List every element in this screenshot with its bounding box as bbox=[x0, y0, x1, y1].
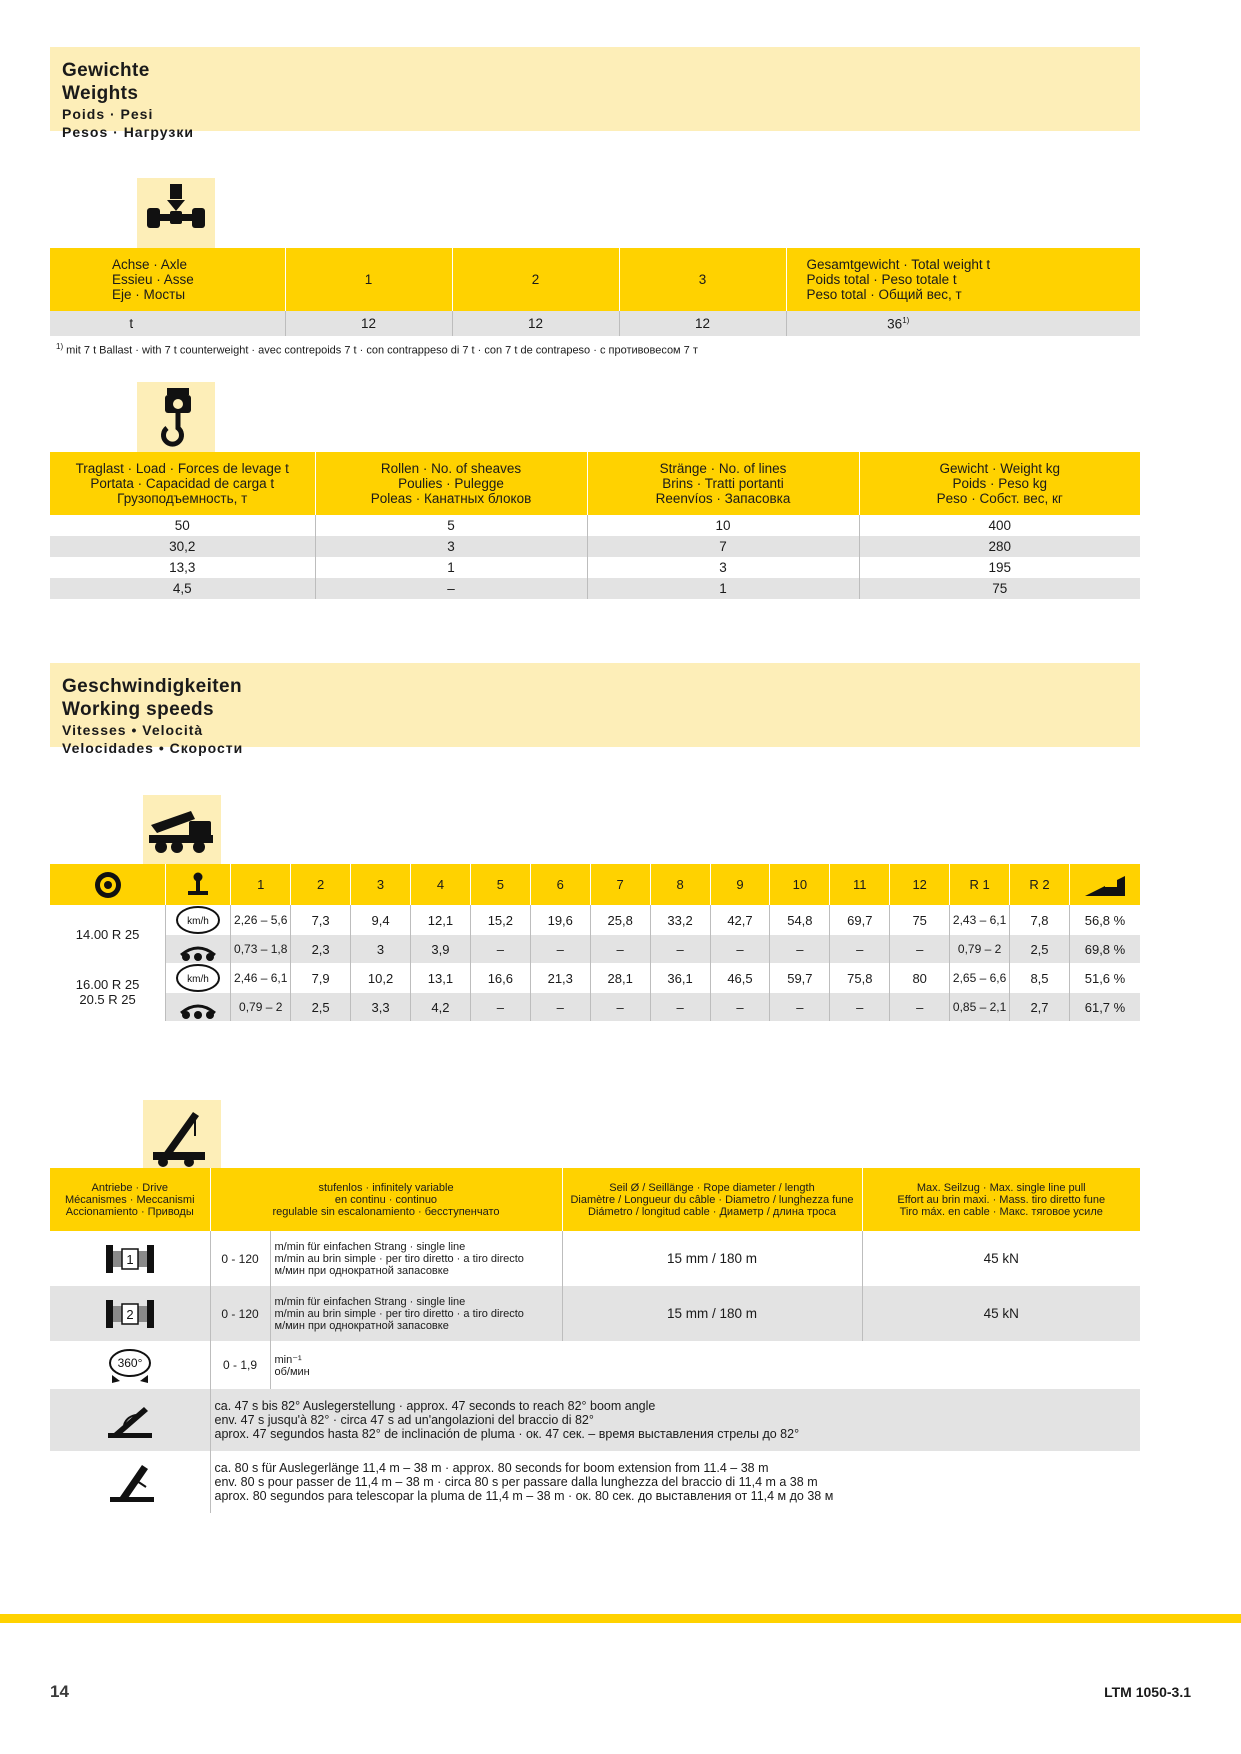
table-row bbox=[50, 578, 1140, 599]
axle-icon bbox=[137, 178, 215, 248]
winch-2-icon-cell bbox=[50, 1286, 210, 1341]
speed-val-7: 28,1 bbox=[590, 963, 650, 993]
speed-val-5: – bbox=[470, 993, 530, 1021]
speed-col-r2: R 2 bbox=[1010, 864, 1070, 905]
axle-value-3: 12 bbox=[619, 311, 786, 336]
speed-col-1: 1 bbox=[231, 864, 291, 905]
speed-col-11: 11 bbox=[830, 864, 890, 905]
page-number: 14 bbox=[50, 1682, 69, 1701]
gradient-value: 56,8 % bbox=[1084, 912, 1126, 928]
speed-val-3: 9,4 bbox=[351, 905, 411, 935]
drive-header-drive bbox=[50, 1168, 210, 1231]
axle-header-es: Eje · Мосты bbox=[112, 287, 186, 302]
telescoping-line-es: aprox. 80 segundos para telescopar la pluma de 11,4 m – 38 m · ок. 80 сек. до выставления от 11,4 м до 38 м bbox=[214, 1489, 834, 1503]
speed-col-3: 3 bbox=[351, 864, 411, 905]
slewing-unit-2: об/мин bbox=[274, 1365, 310, 1378]
drive-icon-box bbox=[143, 1100, 221, 1170]
speed-col-9: 9 bbox=[710, 864, 770, 905]
table-row bbox=[50, 536, 1140, 557]
speed-val-12: – bbox=[890, 993, 950, 1021]
hook-header-load-de: Traglast · Load · Forces de levage t bbox=[75, 461, 289, 476]
winch-2-speed: 0 - 120 bbox=[210, 1286, 270, 1341]
slewing-desc bbox=[270, 1341, 1140, 1389]
hook-header-sheaves-it: Poulies · Pulegge bbox=[398, 476, 504, 491]
speed-val-11: 75,8 bbox=[830, 963, 890, 993]
svg-text:km/h: km/h bbox=[187, 974, 210, 985]
speed-val-1: 0,73 – 1,8 bbox=[231, 935, 291, 963]
hook-header-lines-ru: Reenvíos · Запасовка bbox=[655, 491, 791, 506]
total-header-de: Gesamtgewicht · Total weight t bbox=[806, 257, 991, 272]
speed-col-6: 6 bbox=[530, 864, 590, 905]
speed-val-10: – bbox=[770, 935, 830, 963]
speed-val-10: 54,8 bbox=[770, 905, 830, 935]
speed-val-6: 21,3 bbox=[530, 963, 590, 993]
winch-1-speed: 0 - 120 bbox=[210, 1231, 270, 1286]
speed-col-5: 5 bbox=[470, 864, 530, 905]
axle-header-total bbox=[786, 248, 1140, 311]
speed-val-r1: 2,43 – 6,1 bbox=[950, 905, 1010, 935]
axle-total-number: 36 bbox=[887, 316, 903, 332]
hook-header-weight bbox=[859, 452, 1140, 515]
hook-sheaves: 1 bbox=[315, 557, 587, 578]
offroad-icon-cell bbox=[166, 935, 231, 963]
unit-kmh-cell bbox=[166, 905, 231, 935]
speed-val-3: 3 bbox=[351, 935, 411, 963]
variable-header-es: regulable sin escalonamiento · бесступенчато bbox=[272, 1205, 500, 1218]
winch-2-rope: 15 mm / 180 m bbox=[562, 1286, 862, 1341]
winch-2-desc bbox=[270, 1286, 562, 1341]
axle-header-left bbox=[50, 248, 285, 311]
svg-text:1: 1 bbox=[126, 1251, 134, 1267]
winch-1-rope: 15 mm / 180 m bbox=[562, 1231, 862, 1286]
tyre-size-label-2: 20.5 R 25 bbox=[79, 992, 136, 1007]
speed-val-6: – bbox=[530, 935, 590, 963]
gradient-value: 69,8 % bbox=[1084, 941, 1126, 957]
speed-val-2: 2,5 bbox=[291, 993, 351, 1021]
speed-val-5: 16,6 bbox=[470, 963, 530, 993]
hook-sheaves: – bbox=[315, 578, 587, 599]
banner-line-de: Geschwindigkeiten bbox=[62, 676, 242, 697]
hook-weight: 75 bbox=[992, 581, 1008, 596]
hook-header-load bbox=[50, 452, 315, 515]
pull-header-es: Tiro máx. en cable · Макс. тяговое усиле bbox=[899, 1205, 1103, 1218]
table-row bbox=[50, 905, 1140, 935]
hook-block-table bbox=[50, 452, 1140, 599]
slewing-speed: 0 - 1,9 bbox=[210, 1341, 270, 1389]
banner-line-de: Gewichte bbox=[62, 60, 150, 81]
speed-val-1: 2,46 – 6,1 bbox=[231, 963, 291, 993]
axle-row-label: t bbox=[50, 311, 285, 336]
drive-header-es: Accionamiento · Приводы bbox=[65, 1205, 194, 1218]
luffing-icon bbox=[100, 1399, 160, 1441]
svg-text:360°: 360° bbox=[117, 1356, 143, 1370]
svg-text:km/h: km/h bbox=[187, 916, 210, 927]
gradient-icon-cell bbox=[1069, 864, 1140, 905]
axle-total-footnote-marker: 1) bbox=[902, 315, 910, 325]
table-row bbox=[50, 1451, 1140, 1513]
speed-val-12: 80 bbox=[890, 963, 950, 993]
axle-col-2: 2 bbox=[452, 248, 619, 311]
speed-val-r2: 2,5 bbox=[1010, 935, 1070, 963]
speed-val-11: – bbox=[830, 935, 890, 963]
luffing-line-de: ca. 47 s bis 82° Auslegerstellung · approx. 47 seconds to reach 82° boom angle bbox=[214, 1399, 656, 1413]
speed-val-2: 7,9 bbox=[291, 963, 351, 993]
speed-val-4: 12,1 bbox=[410, 905, 470, 935]
axle-header-de: Achse · Axle bbox=[112, 257, 188, 272]
table-header-row bbox=[50, 864, 1140, 905]
speed-val-2: 7,3 bbox=[291, 905, 351, 935]
hook-header-lines-it: Brins · Tratti portanti bbox=[662, 476, 784, 491]
speed-val-6: 19,6 bbox=[530, 905, 590, 935]
axle-table-footnote bbox=[56, 342, 698, 357]
speed-val-r2: 8,5 bbox=[1010, 963, 1070, 993]
offroad-icon bbox=[175, 935, 221, 963]
travel-icon-box bbox=[143, 795, 221, 865]
gradient-value: 61,7 % bbox=[1084, 999, 1126, 1015]
telescoping-line-de: ca. 80 s für Auslegerlänge 11,4 m – 38 m · approx. 80 seconds for boom extension from 11.4 – 38 m bbox=[214, 1461, 769, 1475]
tyre-size-label: 14.00 R 25 bbox=[50, 905, 166, 963]
tyre-icon-cell bbox=[50, 864, 166, 905]
banner-line-es-ru: Pesos · Нагрузки bbox=[62, 124, 194, 140]
crane-travel-icon bbox=[143, 795, 221, 865]
speed-val-7: – bbox=[590, 993, 650, 1021]
hook-load: 4,5 bbox=[50, 578, 315, 599]
axle-total-value bbox=[786, 311, 1140, 336]
speed-val-9: – bbox=[710, 935, 770, 963]
winch-1-desc-fr: m/min au brin simple · per tiro diretto · a tiro directo bbox=[274, 1252, 524, 1265]
table-header-row bbox=[50, 452, 1140, 515]
gearshift-icon bbox=[183, 870, 213, 900]
speed-col-2: 2 bbox=[291, 864, 351, 905]
speed-val-12: 75 bbox=[890, 905, 950, 935]
speed-val-10: – bbox=[770, 993, 830, 1021]
drive-header-fr: Mécanismes · Meccanismi bbox=[64, 1193, 195, 1206]
hook-header-lines-de: Stränge · No. of lines bbox=[659, 461, 787, 476]
axle-value-2: 12 bbox=[452, 311, 619, 336]
total-header-es: Peso total · Общий вес, т bbox=[806, 287, 962, 302]
banner-line-fr-it: Poids · Pesi bbox=[62, 106, 154, 122]
svg-text:2: 2 bbox=[126, 1306, 134, 1322]
hook-weight: 400 bbox=[988, 518, 1012, 533]
drive-header-variable bbox=[210, 1168, 562, 1231]
table-header-row bbox=[50, 248, 1140, 311]
table-row bbox=[50, 1231, 1140, 1286]
speed-val-7: – bbox=[590, 935, 650, 963]
speed-val-4: 13,1 bbox=[410, 963, 470, 993]
gradient-icon bbox=[1083, 872, 1127, 898]
hook-header-weight-ru: Peso · Собст. вес, кг bbox=[936, 491, 1063, 506]
speed-val-10: 59,7 bbox=[770, 963, 830, 993]
table-header-row bbox=[50, 1168, 1140, 1231]
axle-weight-table bbox=[50, 248, 1140, 336]
slewing-icon-cell bbox=[50, 1341, 210, 1389]
speed-col-12: 12 bbox=[890, 864, 950, 905]
hook-lines: 10 bbox=[587, 515, 859, 536]
speed-unit-icon bbox=[175, 963, 221, 993]
speed-col-8: 8 bbox=[650, 864, 710, 905]
telescoping-line-fr: env. 80 s pour passer de 11,4 m – 38 m · circa 80 s per passare dalla lunghezza del braccio di 11,4 m a 38 m bbox=[214, 1475, 818, 1489]
hook-lines: 7 bbox=[587, 536, 859, 557]
telescoping-desc bbox=[210, 1451, 1140, 1513]
telescoping-icon bbox=[100, 1459, 160, 1505]
speed-col-10: 10 bbox=[770, 864, 830, 905]
tyre-size-label: 16.00 R 25 bbox=[75, 977, 140, 992]
variable-header-fr: en continu · continuo bbox=[334, 1193, 438, 1206]
banner-line-en: Working speeds bbox=[62, 699, 215, 720]
section-banner-speeds bbox=[50, 663, 1140, 756]
speed-col-7: 7 bbox=[590, 864, 650, 905]
speed-val-3: 3,3 bbox=[351, 993, 411, 1021]
hook-load: 30,2 bbox=[50, 536, 315, 557]
banner-line-es-ru: Velocidades • Скорости bbox=[62, 740, 244, 756]
speed-val-6: – bbox=[530, 993, 590, 1021]
total-header-fr: Poids total · Peso totale t bbox=[806, 272, 957, 287]
hook-header-sheaves-ru: Poleas · Канатных блоков bbox=[370, 491, 532, 506]
table-row bbox=[50, 515, 1140, 536]
speed-val-3: 10,2 bbox=[351, 963, 411, 993]
winch-2-desc-de: m/min für einfachen Strang · single line bbox=[274, 1295, 466, 1308]
winch-1-desc bbox=[270, 1231, 562, 1286]
speed-val-4: 3,9 bbox=[410, 935, 470, 963]
banner-line-en: Weights bbox=[62, 83, 139, 104]
axle-col-3: 3 bbox=[619, 248, 786, 311]
winch-1-desc-ru: м/мин при однократной запасовке bbox=[274, 1264, 449, 1277]
speed-val-r1: 2,65 – 6,6 bbox=[950, 963, 1010, 993]
drive-mechanism-table bbox=[50, 1168, 1140, 1513]
tyre-icon bbox=[91, 870, 125, 900]
table-row bbox=[50, 1389, 1140, 1451]
model-designation: LTM 1050-3.1 bbox=[1104, 1684, 1191, 1700]
unit-kmh-cell bbox=[166, 963, 231, 993]
hook-header-load-ru: Грузоподъемность, т bbox=[117, 491, 248, 506]
speed-val-4: 4,2 bbox=[410, 993, 470, 1021]
pull-header-de: Max. Seilzug · Max. single line pull bbox=[916, 1181, 1086, 1194]
axle-value-1: 12 bbox=[285, 311, 452, 336]
hook-lines: 3 bbox=[587, 557, 859, 578]
footer-rule bbox=[0, 1614, 1241, 1623]
speed-val-7: 25,8 bbox=[590, 905, 650, 935]
table-row bbox=[50, 963, 1140, 993]
table-row bbox=[50, 1341, 1140, 1389]
winch-2-pull: 45 kN bbox=[983, 1306, 1019, 1321]
speed-val-1: 0,79 – 2 bbox=[231, 993, 291, 1021]
speed-col-4: 4 bbox=[410, 864, 470, 905]
speed-val-2: 2,3 bbox=[291, 935, 351, 963]
gradient-value: 51,6 % bbox=[1084, 970, 1126, 986]
axle-col-1: 1 bbox=[285, 248, 452, 311]
hook-weight: 280 bbox=[988, 539, 1012, 554]
speed-col-r1: R 1 bbox=[950, 864, 1010, 905]
hook-weight: 195 bbox=[988, 560, 1012, 575]
luffing-desc bbox=[210, 1389, 1140, 1451]
speed-val-8: 33,2 bbox=[650, 905, 710, 935]
footnote-text: mit 7 t Ballast · with 7 t counterweight · avec contrepoids 7 t · con contrappeso di 7 t · con 7 t de contrapeso · с противовесом 7 т bbox=[63, 344, 698, 357]
speed-val-1: 2,26 – 5,6 bbox=[231, 905, 291, 935]
rope-header-fr: Diamètre / Longueur du câble · Diametro / lunghezza fune bbox=[570, 1193, 854, 1206]
speed-unit-icon bbox=[175, 905, 221, 935]
drive-header-rope bbox=[562, 1168, 862, 1231]
slewing-unit-1: min⁻¹ bbox=[274, 1353, 302, 1366]
speed-val-12: – bbox=[890, 935, 950, 963]
table-row bbox=[50, 993, 1140, 1021]
drive-header-de: Antriebe · Drive bbox=[91, 1181, 168, 1194]
hook-header-weight-it: Poids · Peso kg bbox=[952, 476, 1048, 491]
luffing-line-es: aprox. 47 segundos hasta 82° de inclinación de pluma · ок. 47 сек. – время выставления стрелы до 82° bbox=[214, 1427, 800, 1441]
winch-1-pull: 45 kN bbox=[983, 1251, 1019, 1266]
hook-header-load-it: Portata · Capacidad de carga t bbox=[90, 476, 275, 491]
slewing-360-icon bbox=[100, 1345, 160, 1385]
offroad-icon bbox=[175, 993, 221, 1021]
pull-header-fr: Effort au brin maxi. · Mass. tiro diretto fune bbox=[897, 1193, 1106, 1206]
hook-header-sheaves bbox=[315, 452, 587, 515]
speed-val-8: – bbox=[650, 993, 710, 1021]
hook-load: 50 bbox=[50, 515, 315, 536]
speed-val-r1: 0,79 – 2 bbox=[950, 935, 1010, 963]
speed-val-11: 69,7 bbox=[830, 905, 890, 935]
winch-1-icon bbox=[100, 1241, 160, 1277]
speed-val-5: – bbox=[470, 935, 530, 963]
hook-header-lines bbox=[587, 452, 859, 515]
hook-sheaves: 3 bbox=[315, 536, 587, 557]
driving-speed-table bbox=[50, 864, 1140, 1021]
section-banner-weights bbox=[50, 47, 1140, 140]
speed-val-8: – bbox=[650, 935, 710, 963]
axle-icon-box bbox=[137, 178, 215, 248]
hook-sheaves: 5 bbox=[315, 515, 587, 536]
axle-header-fr: Essieu · Asse bbox=[112, 272, 194, 287]
luffing-line-fr: env. 47 s jusqu'à 82° · circa 47 s ad un'angolazioni del braccio di 82° bbox=[214, 1413, 594, 1427]
tyre-size-label-group bbox=[50, 963, 166, 1021]
speed-val-9: 42,7 bbox=[710, 905, 770, 935]
luffing-icon-cell bbox=[50, 1389, 210, 1451]
winch-2-icon bbox=[100, 1296, 160, 1332]
winch-2-desc-ru: м/мин при однократной запасовке bbox=[274, 1319, 449, 1332]
gearshift-icon-cell bbox=[166, 864, 231, 905]
hook-header-sheaves-de: Rollen · No. of sheaves bbox=[380, 461, 522, 476]
hookblock-icon-box bbox=[137, 382, 215, 452]
winch-1-icon-cell bbox=[50, 1231, 210, 1286]
speed-val-8: 36,1 bbox=[650, 963, 710, 993]
rope-header-es: Diámetro / longitud cable · Диаметр / длина троса bbox=[588, 1205, 836, 1218]
rope-header-de: Seil Ø / Seillänge · Rope diameter / length bbox=[609, 1181, 815, 1194]
variable-header-de: stufenlos · infinitely variable bbox=[318, 1181, 454, 1194]
table-row bbox=[50, 311, 1140, 336]
telescoping-icon-cell bbox=[50, 1451, 210, 1513]
speed-val-r2: 7,8 bbox=[1010, 905, 1070, 935]
winch-2-desc-fr: m/min au brin simple · per tiro diretto · a tiro directo bbox=[274, 1307, 524, 1320]
table-row bbox=[50, 935, 1140, 963]
table-row bbox=[50, 557, 1140, 578]
speed-val-r2: 2,7 bbox=[1010, 993, 1070, 1021]
hook-load: 13,3 bbox=[50, 557, 315, 578]
speed-val-11: – bbox=[830, 993, 890, 1021]
speed-val-9: 46,5 bbox=[710, 963, 770, 993]
hook-lines: 1 bbox=[587, 578, 859, 599]
offroad-icon-cell bbox=[166, 993, 231, 1021]
banner-line-fr-it: Vitesses • Velocità bbox=[62, 722, 204, 738]
speed-val-9: – bbox=[710, 993, 770, 1021]
winch-1-desc-de: m/min für einfachen Strang · single line bbox=[274, 1240, 466, 1253]
drive-header-pull bbox=[862, 1168, 1140, 1231]
speed-val-5: 15,2 bbox=[470, 905, 530, 935]
hook-block-icon bbox=[137, 382, 215, 452]
speed-val-r1: 0,85 – 2,1 bbox=[950, 993, 1010, 1021]
hook-header-weight-de: Gewicht · Weight kg bbox=[939, 461, 1061, 476]
footnote-marker: 1) bbox=[56, 342, 64, 351]
table-row bbox=[50, 1286, 1140, 1341]
crane-drive-icon bbox=[143, 1100, 221, 1170]
